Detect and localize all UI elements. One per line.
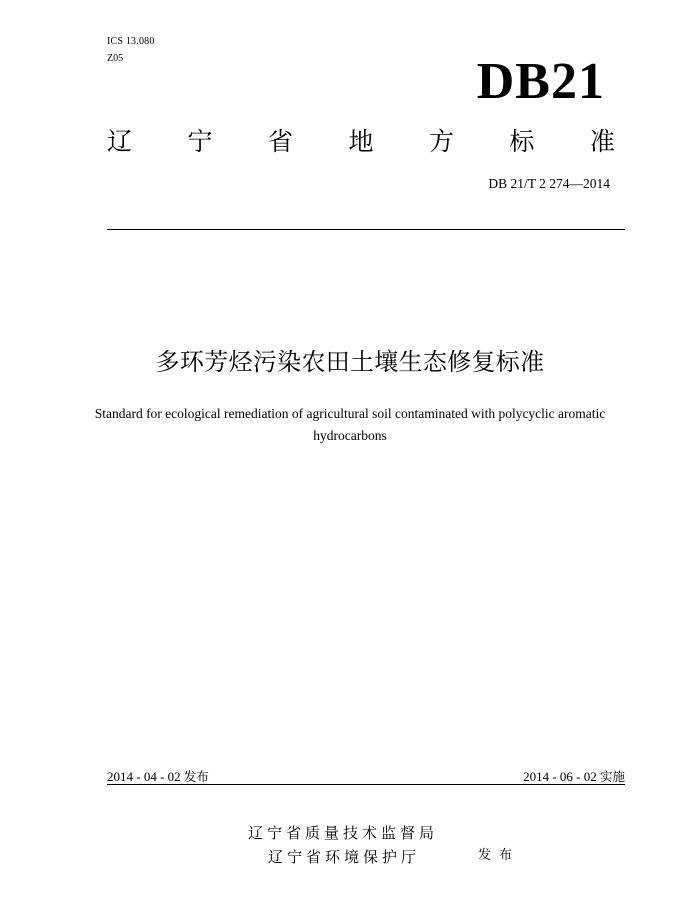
bottom-divider xyxy=(107,784,625,785)
standard-type-heading xyxy=(107,126,615,158)
issue-date: 2014 - 04 - 02 xyxy=(107,769,181,784)
standard-type-char: 标 xyxy=(509,127,535,156)
issued-label: 发布 xyxy=(478,848,521,863)
issuer-environment-department: 辽宁省环境保护厅 xyxy=(268,848,421,866)
standard-type-char: 地 xyxy=(348,127,374,156)
implementation-date-line xyxy=(523,769,625,785)
standard-type-char: 省 xyxy=(267,127,293,156)
document-title-english: Standard for ecological remediation of agricultural soil contaminated with polycyclic aromatic hydrocarbons xyxy=(94,406,606,443)
issue-label: 发布 xyxy=(183,769,209,784)
issue-date-line xyxy=(107,769,209,785)
standard-type-char: 准 xyxy=(589,127,615,156)
standard-type-char: 方 xyxy=(428,127,454,156)
document-title-chinese: 多环芳烃污染农田土壤生态修复标准 xyxy=(155,348,545,376)
implementation-label: 实施 xyxy=(599,769,625,784)
implementation-date: 2014 - 06 - 02 xyxy=(523,769,597,784)
standard-number: DB 21/T 2 274—2014 xyxy=(488,176,610,191)
issuer-quality-bureau: 辽宁省质量技术监督局 xyxy=(248,824,439,842)
top-divider xyxy=(107,229,625,230)
standard-type-char: 辽 xyxy=(107,127,133,156)
standard-type-char: 宁 xyxy=(187,127,213,156)
classification-code: Z05 xyxy=(107,53,124,64)
standard-mark: DB21 xyxy=(476,53,605,110)
ics-code: ICS 13.080 xyxy=(107,36,155,47)
